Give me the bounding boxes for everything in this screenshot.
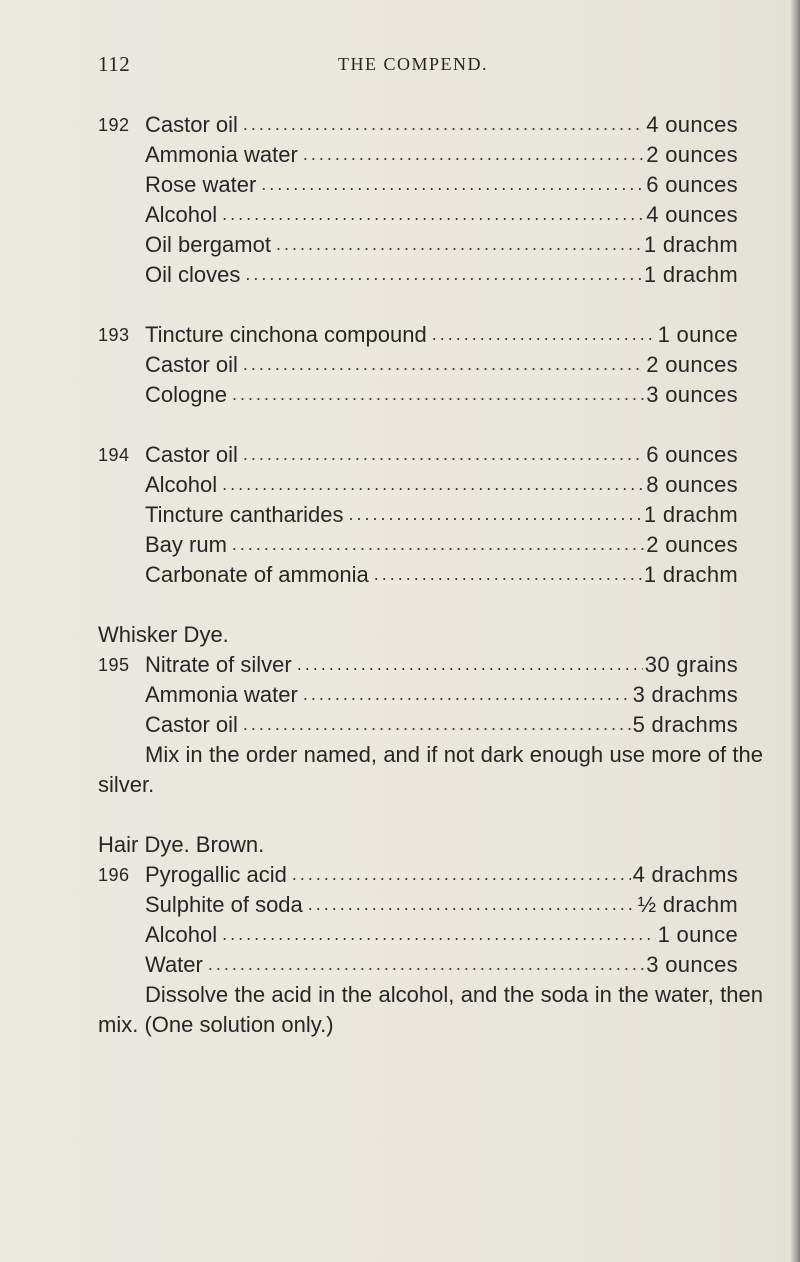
ingredient-line: [98, 500, 738, 530]
ingredient-amount: 1 ounce: [657, 922, 738, 947]
ingredient-line: [98, 650, 738, 680]
ingredient-line: [98, 710, 738, 740]
ingredient-amount: 8 ounces: [646, 472, 738, 497]
ingredient-line: [98, 680, 738, 710]
ingredient-amount: 3 ounces: [646, 952, 738, 977]
ingredient-name: Cologne: [145, 382, 227, 407]
section-whisker-dye: [98, 620, 763, 800]
ingredient-name: Rose water: [145, 172, 257, 197]
ingredient-name: Ammonia water: [145, 142, 298, 167]
ingredient-line: [98, 230, 738, 260]
ingredient-line: [98, 140, 738, 170]
ingredient-amount: 1 drachm: [643, 262, 738, 287]
ingredient-amount: 6 ounces: [646, 442, 738, 467]
ingredient-amount: 4 ounces: [646, 202, 738, 227]
ingredient-line: [98, 170, 738, 200]
ingredient-amount: 4 drachms: [632, 862, 738, 887]
ingredient-name: Castor oil: [145, 442, 238, 467]
ingredient-line: [98, 890, 738, 920]
ingredient-name: Alcohol: [145, 472, 218, 497]
ingredient-amount: 1 drachm: [643, 562, 738, 587]
ingredient-amount: 5 drachms: [632, 712, 738, 737]
dot-leader: [243, 109, 644, 139]
instruction-note: [98, 980, 763, 1040]
recipe-193: [98, 320, 738, 410]
recipe-194: [98, 440, 738, 590]
ingredient-name: Tincture cantharides: [145, 502, 344, 527]
ingredient-line: [98, 260, 738, 290]
dot-leader: [222, 919, 655, 949]
dot-leader: [303, 679, 631, 709]
page-edge-shadow: [790, 0, 800, 1262]
section-title: Whisker Dye.: [98, 622, 229, 647]
ingredient-line: [98, 470, 738, 500]
ingredient-name: Water: [145, 952, 203, 977]
ingredient-name: Castor oil: [145, 352, 238, 377]
ingredient-amount: 1 ounce: [657, 322, 738, 347]
dot-leader: [349, 499, 642, 529]
ingredient-amount: 4 ounces: [646, 112, 738, 137]
dot-leader: [374, 559, 642, 589]
ingredient-name: Oil bergamot: [145, 232, 271, 257]
recipe-number: 192: [98, 115, 130, 135]
running-head: THE COMPEND.: [338, 54, 489, 74]
ingredient-line: [98, 440, 738, 470]
ingredient-name: Tincture cinchona compound: [145, 322, 427, 347]
ingredient-amount: 2 ounces: [646, 532, 738, 557]
dot-leader: [303, 139, 644, 169]
ingredient-line: [98, 560, 738, 590]
ingredient-amount: 1 drachm: [643, 232, 738, 257]
note-text: Mix in the order named, and if not dark enough use more of the silver.: [98, 742, 763, 797]
dot-leader: [261, 169, 644, 199]
ingredient-line: [98, 350, 738, 380]
ingredient-amount: 1 drachm: [643, 502, 738, 527]
section-title: Hair Dye. Brown.: [98, 832, 265, 857]
page-content: [98, 110, 763, 1070]
section-hair-dye: [98, 830, 763, 1040]
dot-leader: [222, 469, 644, 499]
ingredient-line: [98, 860, 738, 890]
dot-leader: [432, 319, 656, 349]
dot-leader: [243, 709, 631, 739]
ingredient-line: [98, 530, 738, 560]
ingredient-name: Pyrogallic acid: [145, 862, 287, 887]
ingredient-line: [98, 110, 738, 140]
ingredient-name: Bay rum: [145, 532, 227, 557]
dot-leader: [243, 349, 644, 379]
ingredient-name: Alcohol: [145, 202, 218, 227]
ingredient-amount: 30 grains: [644, 652, 738, 677]
ingredient-name: Carbonate of ammonia: [145, 562, 369, 587]
instruction-note: [98, 740, 763, 800]
ingredient-name: Nitrate of silver: [145, 652, 292, 677]
dot-leader: [276, 229, 642, 259]
ingredient-name: Castor oil: [145, 712, 238, 737]
dot-leader: [297, 649, 643, 679]
ingredient-line: [98, 950, 738, 980]
dot-leader: [308, 889, 636, 919]
ingredient-name: Sulphite of soda: [145, 892, 303, 917]
ingredient-name: Oil cloves: [145, 262, 241, 287]
recipe-number: 195: [98, 655, 130, 675]
dot-leader: [245, 259, 642, 289]
ingredient-name: Alcohol: [145, 922, 218, 947]
ingredient-amount: 2 ounces: [646, 142, 738, 167]
ingredient-amount: 6 ounces: [646, 172, 738, 197]
ingredient-line: [98, 200, 738, 230]
page-number: 112: [98, 52, 131, 76]
dot-leader: [232, 529, 644, 559]
dot-leader: [292, 859, 631, 889]
ingredient-amount: 3 drachms: [632, 682, 738, 707]
ingredient-line: [98, 320, 738, 350]
note-text: Dissolve the acid in the alcohol, and the soda in the water, then mix. (One solution only.): [98, 982, 763, 1037]
dot-leader: [243, 439, 644, 469]
ingredient-name: Ammonia water: [145, 682, 298, 707]
ingredient-amount: 2 ounces: [646, 352, 738, 377]
ingredient-line: [98, 380, 738, 410]
recipe-192: [98, 110, 738, 290]
page-header: [0, 52, 800, 82]
ingredient-name: Castor oil: [145, 112, 238, 137]
dot-leader: [208, 949, 644, 979]
recipe-number: 194: [98, 445, 130, 465]
ingredient-amount: 3 ounces: [646, 382, 738, 407]
recipe-number: 193: [98, 325, 130, 345]
recipe-number: 196: [98, 865, 130, 885]
ingredient-line: [98, 920, 738, 950]
dot-leader: [222, 199, 644, 229]
dot-leader: [232, 379, 644, 409]
ingredient-amount: ½ drachm: [637, 892, 738, 917]
